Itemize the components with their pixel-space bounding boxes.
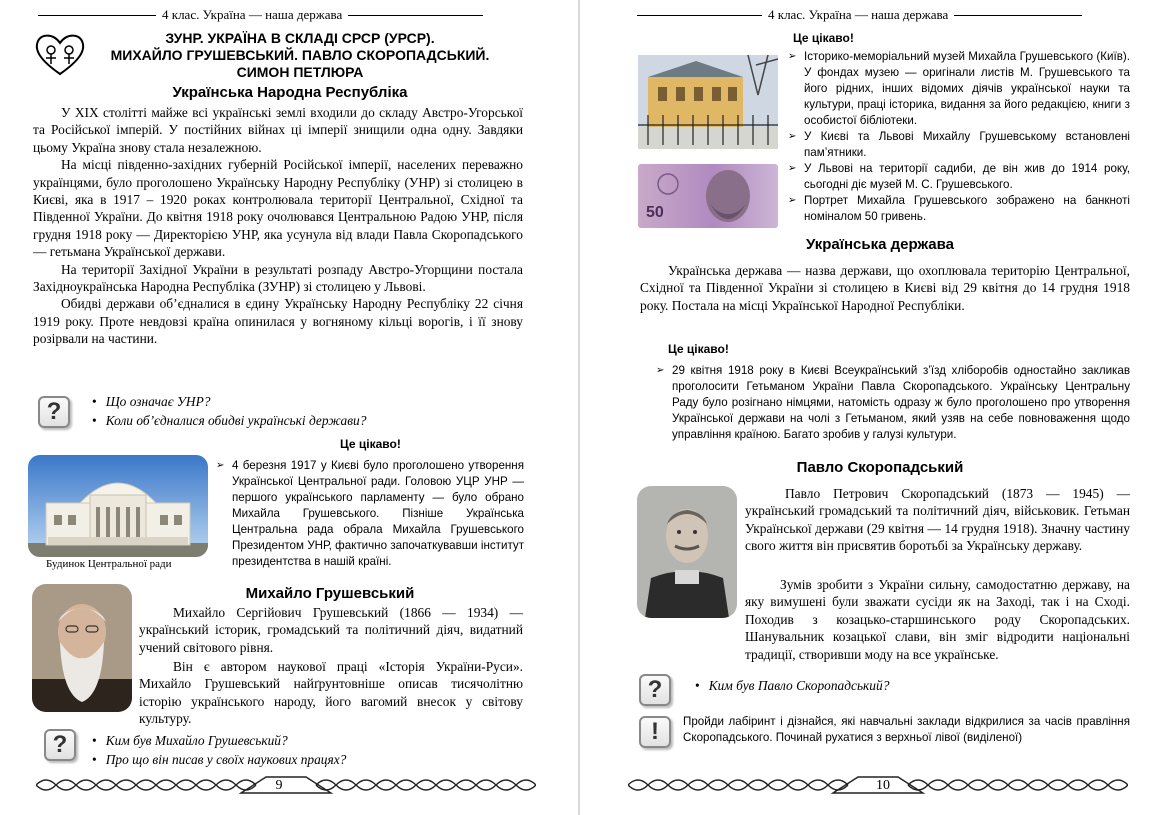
museum-facts-list: ➢ Історико-меморіальний музей Михайла Грушевського (Київ). У фондах музею — оригінали листів М. Грушевського та його рідних, інших відомих діячів української науки та культури, праці історика, видання за його редакцією, книги з особистої бібліотеки. ➢ У Києві та Львові Михайлу Грушевському встановлені пам’ятники. ➢ У Львові на території садиби, де він жив до 1914 року, сьогодні діє музей М. С. Грушевського. ➢ Портрет Михайла Грушевського зображено на банкноті номіналом 50 гривень. <box>788 49 1130 225</box>
right-page <box>580 0 1159 815</box>
unr-heading: Українська Народна Республіка <box>172 84 408 101</box>
state-text: Українська держава — назва держави, що охоплювала територію Центральної, Східної та Південної України зі столицею в Києві від 29 квітня до 14 грудня 1918 року. Постала на місці Української Народної Республіки. <box>640 263 1130 313</box>
interesting-label-2: Це цікаво! <box>668 342 729 356</box>
questions-hrushevsky: • Ким був Михайло Грушевський? • Про що він писав у своїх наукових працях? <box>92 731 346 769</box>
exclamation-icon: ! <box>639 716 671 748</box>
fact-list-rada: ➢ 4 березня 1917 у Києві було проголошено утворення Української Центральної ради. Головою УЦР УНР — першого українського парламенту — було обрано Михайла Грушевського. Пізніше Українська Центральна рада обрала Михайла Грушевського Президентом УНР, фактично започаткувавши інститут президентства в нашій країні. <box>216 458 524 570</box>
questions-skoropadsky: • Ким був Павло Скоропадський? <box>695 676 889 695</box>
state-heading: Українська держава <box>806 236 954 253</box>
skoropadsky-text-1: Павло Петрович Скоропадський (1873 — 1945) — український громадський та політичний діяч, військовик. Гетьман Української держави (29 квітня — 14 грудня 1918). Значну частину свого життя він присвятив боротьбі за Українську державу. <box>745 486 1130 554</box>
left-page <box>0 0 578 815</box>
hrushevsky-portrait <box>32 584 132 712</box>
question-icon: ? <box>38 396 70 428</box>
lesson-title: ЗУНР. УКРАЇНА В СКЛАДІ СРСР (УРСР). МИХАЙЛО ГРУШЕВСЬКИЙ. ПАВЛО СКОРОПАДСЬКИЙ. СИМОН ПЕТЛЮРА <box>110 30 490 80</box>
hearts-logo-icon <box>32 30 88 78</box>
running-header: 4 клас. Україна — наша держава <box>38 7 483 23</box>
banknote-50-image <box>638 164 778 228</box>
questions-unr: • Що означає УНР? • Коли об’єдналися обидві українські держави? <box>92 392 366 430</box>
page-number: 9 <box>275 778 283 793</box>
banknote-value: 50 <box>646 204 664 221</box>
museum-photo <box>638 55 778 149</box>
question-icon-3: ? <box>639 674 671 706</box>
hrushevsky-text-2: Він є автором наукової праці «Історія України-Руси». Михайло Грушевський найґрунтовніше описав тисячолітню історію українського народу, його вагомий внесок у світову культуру. <box>139 659 523 727</box>
building-caption: Будинок Центральної ради <box>46 558 172 570</box>
page-number-right: 10 <box>876 778 890 793</box>
question-icon-2: ? <box>44 729 76 761</box>
skoropadsky-text-2: Зумів зробити з України сильну, самодостатню державу, на яку вимушені були зважати сусіди як на Заході, так і на Сході. Походив з козацько-старшинського роду Скоропадських. Шанувальник козацької слави, він зміг відродити національні традиції, створивши моду на все українське. <box>745 577 1130 662</box>
running-header-right: 4 клас. Україна — наша держава <box>637 7 1082 23</box>
interesting-label: Це цікаво! <box>340 437 401 451</box>
hrushevsky-text-1: Михайло Сергійович Грушевський (1866 — 1934) — український історик, громадський та політичний діяч, видатний учений світового рівня. <box>139 605 523 655</box>
maze-task-text: Пройди лабіринт і дізнайся, які навчальні заклади відкрилися за часів правління Скоропадського. Починай рухатися з верхньої лівої (виділеної) <box>683 715 1130 744</box>
central-rada-building-photo <box>28 455 208 557</box>
hetman-fact-list: ➢ 29 квітня 1918 року в Києві Всеукраїнський з’їзд хліборобів одностайно закликав проголосити Гетьманом України Павла Скоропадського. Українську Центральну Раду було розігнано німцями, натомість одразу ж було проголошено про утворення Української держави на чолі з Гетьманом, який узяв на себе повноваження щодо управління країною. Багато зробив у галузі культури. <box>656 363 1130 443</box>
hrushevsky-heading: Михайло Грушевський <box>245 585 415 602</box>
interesting-label-1: Це цікаво! <box>793 31 854 45</box>
unr-text: У XIX столітті майже всі українські землі входили до складу Австро-Угорської та Російської імперій. У постійних війнах ці імперії знищили одна одну. Завдяки цьому Україна знову стала незалежною. На місці південно-західних губерній Російської імперії, населених переважно українцями, було проголошено Українську Народну Республіку (УНР) зі столицею в Києві, яка в 1917 – 1920 роках контролювала території Центральної, Східної та Південної України. До квітня 1918 року очолювався Центральною Радою УНР, після грудня 1918 року — Директорією УНР, яка усунула від влади Павла Скоропадського — гетьмана Української держави. На території Західної України в результаті розпаду Австро-Угорщини постала Західноукраїнська Народна Республіка (ЗУНР) зі столицею у Львові. Обидві держави об’єдналися в єдину Українську Народну Республіку 22 січня 1919 року. Проте невдовзі країна опинилася у вогняному кільці ворогів, і її знову розірвали на частини. <box>33 105 523 347</box>
skoropadsky-heading: Павло Скоропадський <box>796 459 964 476</box>
